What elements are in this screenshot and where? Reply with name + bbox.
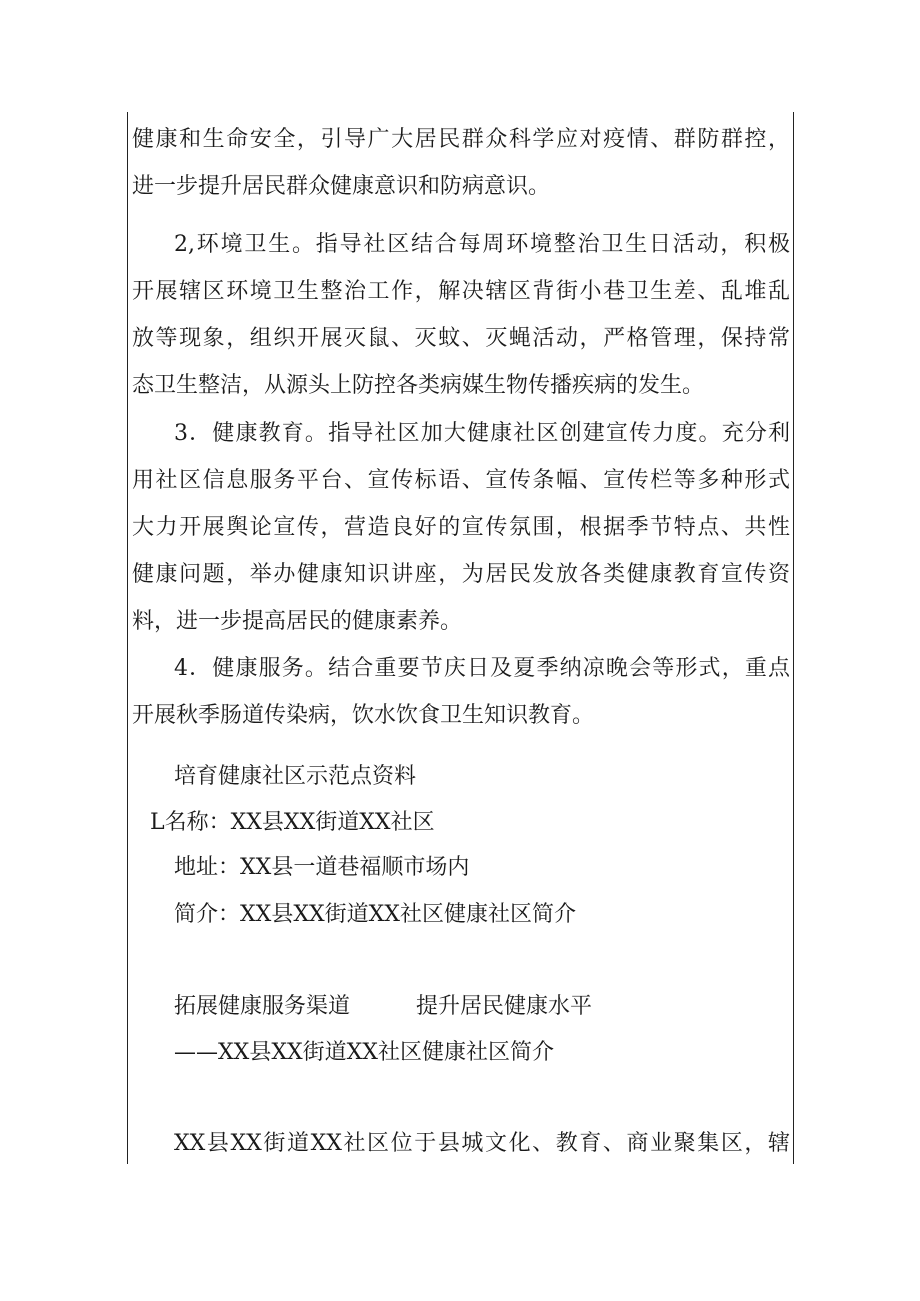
- name-line: L名称：XX县XX街道XX社区: [150, 810, 435, 835]
- paragraph-line: 用社区信息服务平台、宣传标语、宣传条幅、宣传栏等多种形式: [132, 468, 790, 493]
- section-title: 培育健康社区示范点资料: [174, 764, 417, 789]
- table-left-border: [127, 112, 128, 1164]
- paragraph-line: 健康和生命安全，引导广大居民群众科学应对疫情、群防群控，: [132, 127, 790, 152]
- headline: 拓展健康服务渠道 提升居民健康水平: [174, 994, 593, 1019]
- paragraph-line: 料，进一步提高居民的健康素养。: [132, 609, 463, 634]
- paragraph-line: 开展辖区环境卫生整治工作，解决辖区背街小巷卫生差、乱堆乱: [132, 279, 790, 304]
- paragraph-line: XX县XX街道XX社区位于县城文化、教育、商业聚集区，辖: [174, 1131, 790, 1156]
- paragraph-line: 健康问题，举办健康知识讲座，为居民发放各类健康教育宣传资: [132, 562, 790, 587]
- paragraph-line: 放等现象，组织开展灭鼠、灭蚊、灭蝇活动，严格管理，保持常: [132, 326, 790, 351]
- intro-line: 简介：XX县XX街道XX社区健康社区简介: [174, 902, 576, 927]
- table-right-border: [793, 112, 794, 1164]
- subheadline: ——XX县XX街道XX社区健康社区简介: [174, 1040, 554, 1065]
- paragraph-line: 3．健康教育。指导社区加大健康社区创建宣传力度。充分利: [174, 421, 790, 446]
- paragraph-line: 态卫生整洁，从源头上防控各类病媒生物传播疾病的发生。: [132, 373, 705, 398]
- paragraph-line: 进一步提升居民群众健康意识和防病意识。: [132, 174, 551, 199]
- paragraph-line: 开展秋季肠道传染病，饮水饮食卫生知识教育。: [132, 703, 595, 728]
- paragraph-line: 大力开展舆论宣传，营造良好的宣传氛围，根据季节特点、共性: [132, 515, 790, 540]
- address-line: 地址：XX县一道巷福顺市场内: [174, 855, 470, 880]
- paragraph-line: 2,环境卫生。指导社区结合每周环境整治卫生日活动，积极: [174, 232, 790, 257]
- paragraph-line: 4．健康服务。结合重要节庆日及夏季纳凉晚会等形式，重点: [174, 656, 790, 681]
